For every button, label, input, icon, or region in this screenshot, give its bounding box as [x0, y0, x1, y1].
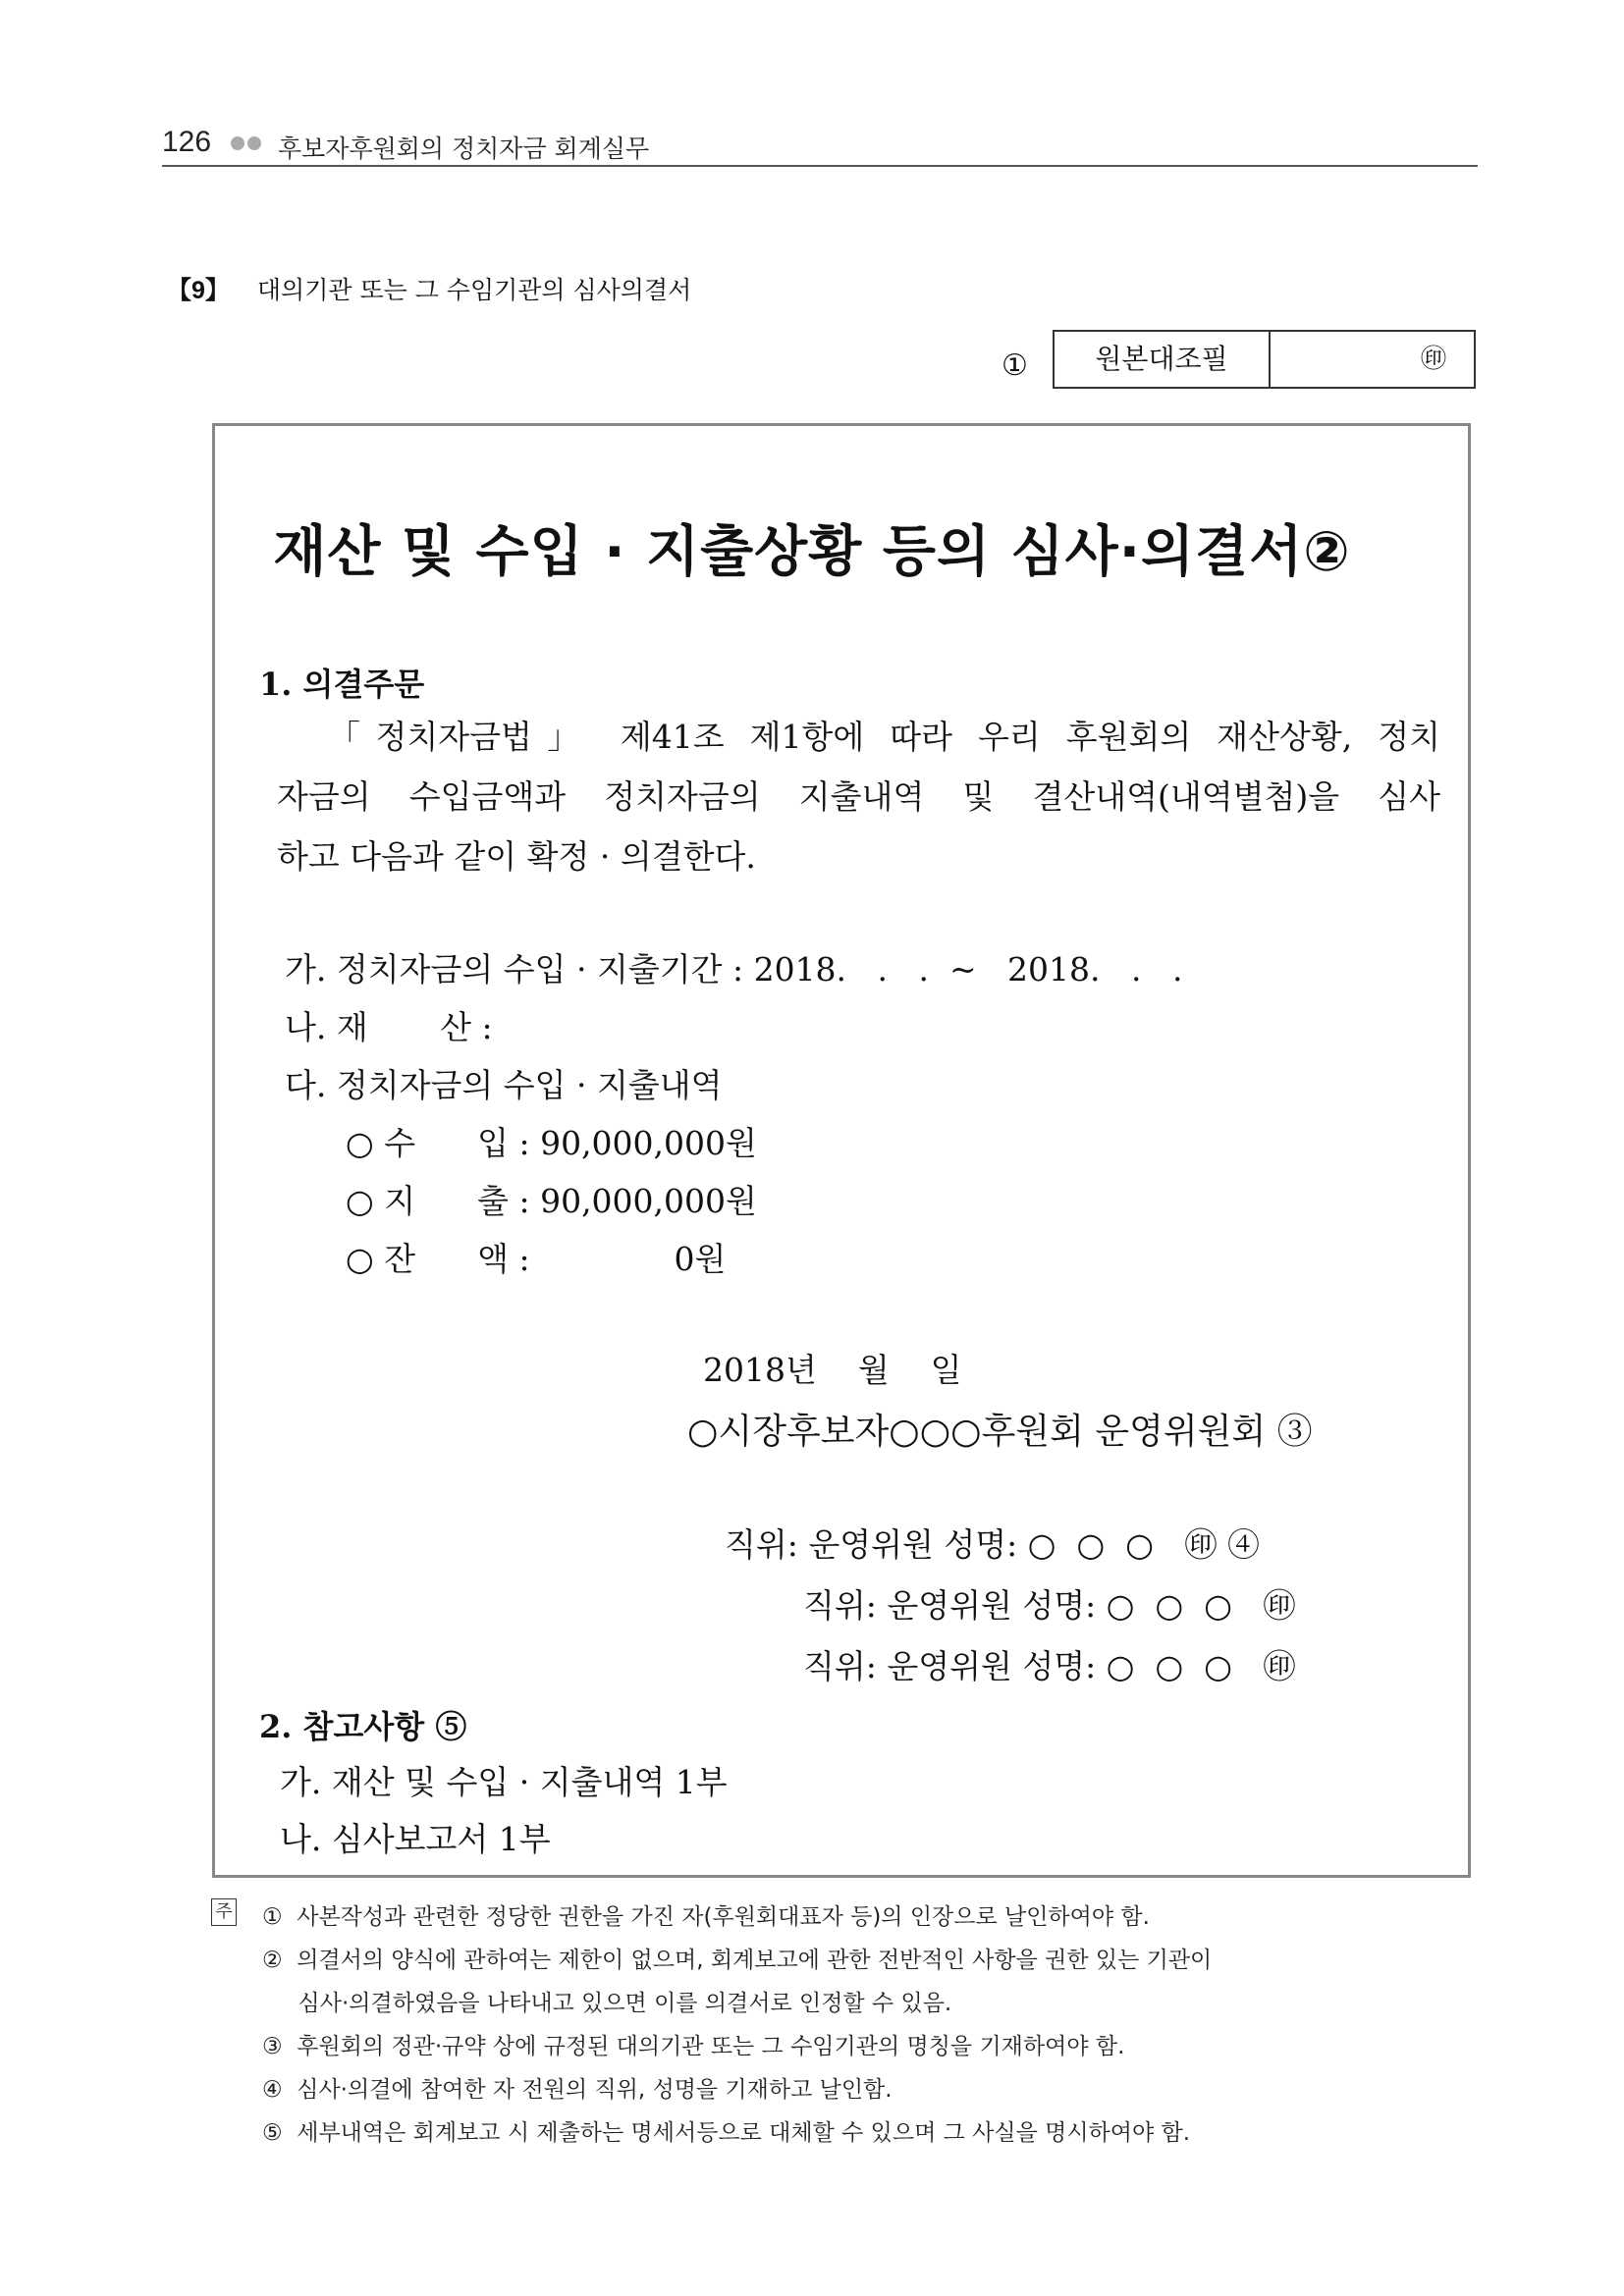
form-label [167, 271, 691, 306]
balance-line: ○ 잔 액 : 0원 [346, 1240, 727, 1278]
section2-heading: 2. 참고사항 ⑤ [259, 1708, 467, 1745]
item-ga-period: 가. 정치자금의 수입 · 지출기간 : 2018. . . ~ 2018. . . [285, 950, 1183, 988]
footnote: ① 사본작성과 관련한 정당한 권한을 가진 자(후원회대표자 등)의 인장으로 날인하여야 함. [262, 1904, 1150, 1930]
date-line: 2018년 월 일 [703, 1351, 962, 1389]
book-title: 후보자후원회의 정치자금 회계실무 [278, 134, 650, 163]
signature-line: 직위: 운영위원 성명: ○ ○ ○ ㊞ [803, 1586, 1296, 1625]
expense-line: ○ 지 출 : 90,000,000원 [346, 1182, 757, 1220]
page-number: 126 [162, 126, 212, 158]
document-title: 재산 및 수입 · 지출상황 등의 심사·의결서② [273, 520, 1351, 584]
income-line: ○ 수 입 : 90,000,000원 [346, 1124, 757, 1162]
paragraph-line: 「정치자금법」 제41조 제1항에 따라 우리 후원회의 재산상황, 정치 [328, 718, 1440, 756]
copy-verification-box [1053, 330, 1476, 389]
resolution-paragraph [277, 707, 1440, 886]
footnote: 심사·의결하였음을 나타내고 있으면 이를 의결서로 인정할 수 있음. [262, 1991, 952, 2016]
note-badge: 주 [211, 1898, 237, 1926]
decorative-dots-icon [231, 135, 264, 154]
copy-verification-label: 원본대조필 [1055, 332, 1271, 387]
form-number: 【9】 [167, 277, 230, 304]
paragraph-line: 자금의 수입금액과 정치자금의 지출내역 및 결산내역(내역별첨)을 심사 [277, 777, 1440, 816]
stamp-marker: ① [1001, 348, 1028, 383]
seal-icon: ㊞ [1420, 345, 1446, 374]
signature-line: 직위: 운영위원 성명: ○ ○ ○ ㊞ [803, 1647, 1296, 1685]
footnote: ⑤ 세부내역은 회계보고 시 제출하는 명세서등으로 대체할 수 있으며 그 사실을 명시하여야 함. [262, 2120, 1191, 2146]
footnote: ④ 심사·의결에 참여한 자 전원의 직위, 성명을 기재하고 날인함. [262, 2077, 893, 2103]
section1-heading: 1. 의결주문 [259, 666, 425, 703]
reference-item-na: 나. 심사보고서 1부 [280, 1820, 551, 1858]
footnote: ③ 후원회의 정관·규약 상에 규정된 대의기관 또는 그 수임기관의 명칭을 기재하여야 함. [262, 2034, 1125, 2059]
form-label-text: 대의기관 또는 그 수임기관의 심사의결서 [256, 276, 692, 304]
committee-name: ○시장후보자○○○후원회 운영위원회 ③ [687, 1412, 1313, 1452]
signature-line: 직위: 운영위원 성명: ○ ○ ○ ㊞ ④ [725, 1525, 1261, 1564]
footnote: ② 의결서의 양식에 관하여는 제한이 없으며, 회계보고에 관한 전반적인 사항을 권한 있는 기관이 [262, 1948, 1213, 1973]
reference-item-ga: 가. 재산 및 수입 · 지출내역 1부 [280, 1763, 728, 1801]
item-na-property: 나. 재 산 : [285, 1008, 493, 1046]
item-da-breakdown: 다. 정치자금의 수입 · 지출내역 [285, 1066, 723, 1104]
page-header [162, 126, 1478, 167]
paragraph-line: 하고 다음과 같이 확정 · 의결한다. [277, 837, 756, 876]
